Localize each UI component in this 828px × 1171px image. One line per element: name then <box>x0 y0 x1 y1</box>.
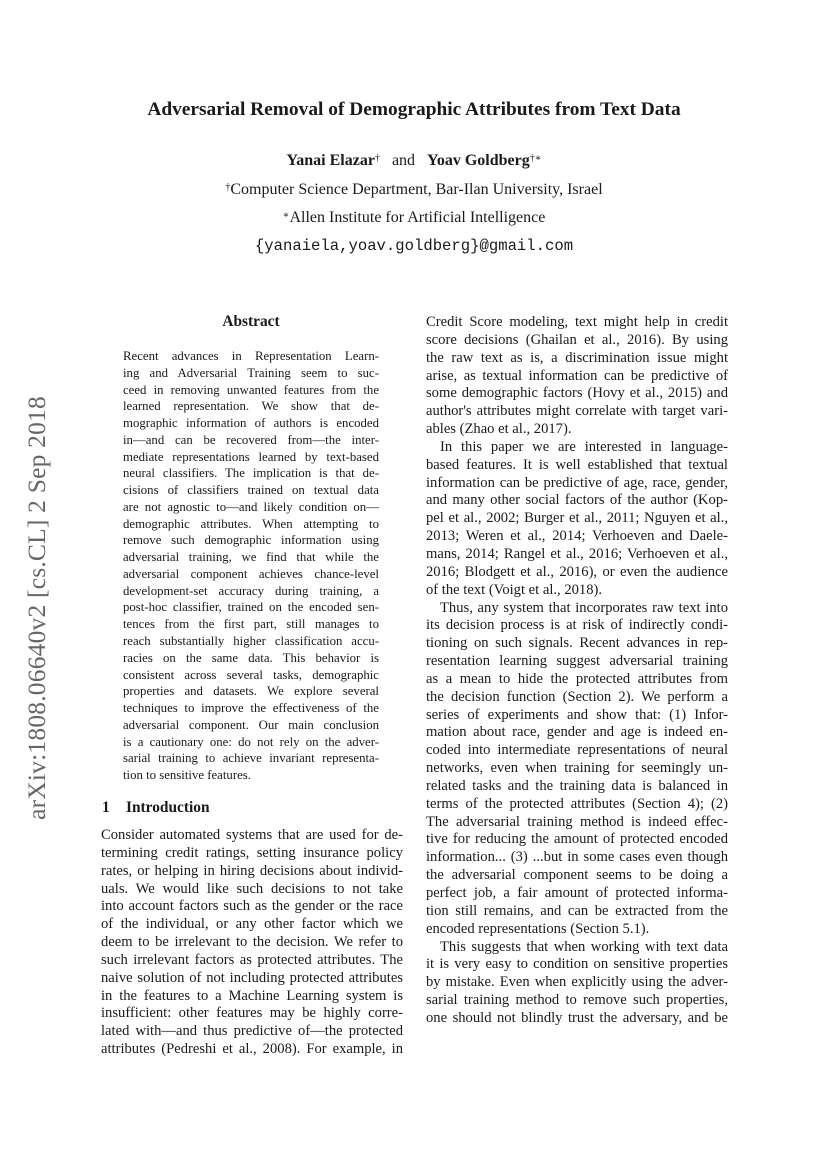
text-line: adversarial component achieves chance-level <box>123 566 379 581</box>
text-line: tive for reducing the amount of protected encoded <box>426 831 728 848</box>
author-name: Yanai Elazar <box>286 152 375 169</box>
text-line: some demographic factors (Hovy et al., 2015) and <box>426 385 728 402</box>
author-line <box>90 150 738 172</box>
text-line: it is very easy to condition on sensitive properties <box>426 956 728 973</box>
text-line: Recent advances in Representation Learn- <box>123 349 379 363</box>
text-line: resentation learning suggest adversarial training <box>426 653 728 670</box>
text-line: Consider automated systems that are used for de- <box>101 827 403 843</box>
section-title: Introduction <box>126 799 210 816</box>
text-line: post-hoc classifier, trained on the encoded sen- <box>123 600 379 615</box>
text-line: The adversarial training method is indeed effec- <box>426 813 728 830</box>
text-line: demographic attributes. When attempting to <box>123 516 379 531</box>
affiliation-mark: † <box>225 182 231 193</box>
text-line: as a mean to hide the protected attributes from <box>426 670 728 687</box>
text-line: is a cautionary one: do not rely on the adver- <box>123 734 379 749</box>
abstract-heading: Abstract <box>222 313 280 330</box>
text-line: of the text (Voigt et al., 2018). <box>426 581 603 598</box>
text-line: the raw text as is, a discrimination issue might <box>426 349 728 366</box>
text-line: tion to sensitive features. <box>123 768 251 783</box>
text-line: arise, as textual information can be predictive of <box>426 367 728 384</box>
text-line: Thus, any system that incorporates raw text into <box>440 599 728 616</box>
text-line: tion still remains, and can be extracted from the <box>426 902 728 919</box>
text-line: in the features to a Machine Learning system is <box>101 987 403 1004</box>
text-line: the adversarial component seems to be doing a <box>426 867 728 884</box>
text-line: coded into intermediate representations of neural <box>426 742 728 759</box>
text-line: series of experiments and show that: (1) Infor- <box>426 706 728 723</box>
text-line: its decision process is at risk of indirectly condi- <box>426 617 728 634</box>
text-line: racies on the same data. This behavior is <box>123 650 379 665</box>
text-line: attributes (Pedreshi et al., 2008). For example, in <box>101 1041 403 1058</box>
text-line: information... (3) ...but in some cases even though <box>426 849 728 866</box>
affiliation-text: Allen Institute for Artificial Intelligence <box>289 209 546 226</box>
text-line: in—and can be recovered from—the inter- <box>123 432 379 447</box>
arxiv-identifier-text: arXiv:1808.06640v2 [cs.CL] 2 Sep 2018 <box>22 396 52 820</box>
author-mark: † <box>374 153 380 164</box>
text-line: lated with—and thus predictive of—the protected <box>101 1023 403 1040</box>
text-line: 2013; Weren et al., 2014; Verhoeven and Daele- <box>426 528 728 545</box>
text-line: are not agnostic to—and likely condition on— <box>123 499 379 514</box>
text-line: by mistake. Even when explicitly using the adver- <box>426 974 728 991</box>
text-line: the decision function (Section 2). We perform a <box>426 688 728 705</box>
text-line: based features. It is well established that textual <box>426 456 728 473</box>
affiliation <box>90 179 738 201</box>
text-line: learned representation. We show that de- <box>123 399 379 414</box>
section-number: 1 <box>102 799 110 816</box>
text-line: pel et al., 2002; Burger et al., 2011; Nguyen et al., <box>426 510 728 527</box>
text-line: mans, 2014; Rangel et al., 2016; Verhoeven et al., <box>426 545 728 562</box>
affiliation <box>90 207 738 229</box>
text-line: remove such demographic information using <box>123 533 379 548</box>
affiliation-mark: ∗ <box>282 210 290 221</box>
author-separator: and <box>391 152 416 169</box>
text-line: encoded representations (Section 5.1). <box>426 920 650 937</box>
text-line: mation about race, gender and age is indeed en- <box>426 724 728 741</box>
text-line: networks, even when training for seemingly un- <box>426 760 728 777</box>
text-line: reach substantially higher classification accu- <box>123 634 379 649</box>
text-line: sarial training method to remove such properties, <box>426 992 728 1009</box>
text-line: ing and Adversarial Training seem to suc- <box>123 365 379 380</box>
text-line: neural classifiers. The implication is that de- <box>123 466 379 481</box>
text-line: This suggests that when working with text data <box>440 938 728 955</box>
text-line: of the individual, or any other factor which we <box>101 916 403 933</box>
text-line: related tasks and the training data is balanced in <box>426 777 728 794</box>
arxiv-identifier <box>19 372 55 844</box>
right-column-body <box>426 314 728 1028</box>
text-line: properties and datasets. We explore several <box>123 684 379 699</box>
text-line: Credit Score modeling, text might help in credit <box>426 314 728 330</box>
text-line: consistent across several tasks, demographic <box>123 667 379 682</box>
text-line: naive solution of not including protected attributes <box>101 969 403 986</box>
text-line: cisions of classifiers trained on textual data <box>123 483 379 498</box>
text-line: one should not blindly trust the adversary, and be <box>426 1009 728 1026</box>
author-email: {yanaiela,yoav.goldberg}@gmail.com <box>254 237 574 255</box>
text-line: into account factors such as the gender or the race <box>101 898 403 915</box>
text-line: tioning on such signals. Recent advances in rep- <box>426 635 728 652</box>
text-line: termining credit ratings, setting insurance policy <box>101 844 403 861</box>
text-line: adversarial training, we find that while the <box>123 550 379 565</box>
text-line: development-set accuracy during training, a <box>123 583 379 598</box>
section-heading <box>102 797 402 819</box>
author-mark: †∗ <box>529 153 542 164</box>
text-line: techniques to improve the effectiveness of the <box>123 701 379 716</box>
text-line: In this paper we are interested in language- <box>440 438 728 455</box>
author-name: Yoav Goldberg <box>427 152 530 169</box>
text-line: adversarial component. Our main conclusion <box>123 717 379 732</box>
text-line: deem to be irrelevant to the decision. We refer to <box>101 934 403 951</box>
left-column-body <box>101 827 403 1059</box>
text-line: mediate representations learned by text-based <box>123 449 379 464</box>
text-line: sarial training to achieve invariant representa- <box>123 751 379 766</box>
text-line: author's attributes might correlate with target vari- <box>426 403 728 420</box>
text-line: rates, or helping in hiring decisions about individ- <box>101 862 403 879</box>
abstract-body <box>123 348 379 784</box>
text-line: tences from the first part, still manages to <box>123 617 379 632</box>
text-line: uals. We would like such decisions to not take <box>101 880 403 897</box>
text-line: ceed in removing unwanted features from the <box>123 382 379 397</box>
text-line: score decisions (Ghailan et al., 2016). By using <box>426 331 728 348</box>
text-line: such irrelevant factors as protected attributes. The <box>101 951 403 968</box>
text-line: terms of the protected attributes (Section 4); (2) <box>426 795 728 812</box>
paper-title: Adversarial Removal of Demographic Attributes from Text Data <box>147 99 681 120</box>
text-line: perfect job, a fair amount of protected informa- <box>426 885 728 901</box>
text-line: 2016; Blodgett et al., 2016), or even the audience <box>426 563 728 580</box>
text-line: and many other social factors of the author (Kop- <box>426 492 728 509</box>
text-line: information can be predictive of age, race, gender, <box>426 474 728 491</box>
text-line: insufficient: other features may be highly corre- <box>101 1005 403 1022</box>
text-line: mographic information of authors is encoded <box>123 416 379 431</box>
text-line: ables (Zhao et al., 2017). <box>426 421 572 438</box>
affiliation-text: Computer Science Department, Bar-Ilan University, Israel <box>230 181 603 198</box>
